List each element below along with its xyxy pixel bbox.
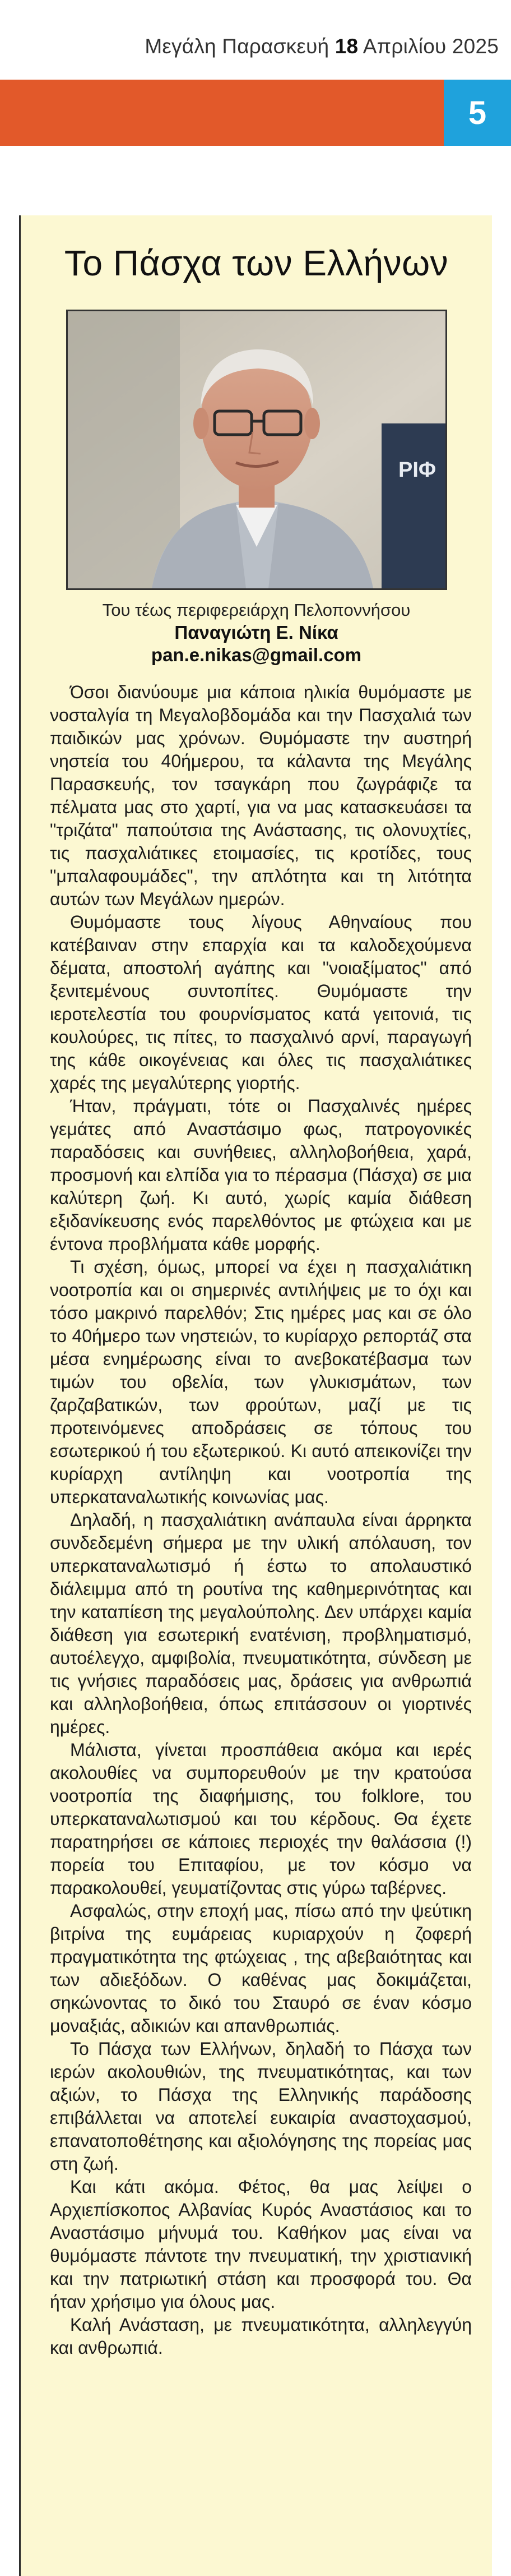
date-month-year: Απριλίου 2025 [363, 35, 499, 58]
page-header [0, 0, 511, 80]
article [19, 215, 492, 2576]
date-weekday: Μεγάλη Παρασκευή [145, 35, 329, 58]
article-body [21, 666, 492, 2360]
page-number-badge: 5 [444, 80, 511, 146]
article-paragraph: Μάλιστα, γίνεται προσπάθεια ακόμα και ιερές ακολουθίες να συμπορευθούν με την κρατούσα νοοτροπία της διαφήμισης, του folklore, του υπερκαταναλωτισμού και του κέρδους. Θα έχετε παρατηρήσει σε κάποιες περιοχές την θαλάσσια (!) πορεία του Επιταφίου, με τον κόσμο να παρακολουθεί, γευματίζοντας στις γύρω ταβέρνες. [50, 1740, 472, 1898]
article-paragraph: Δηλαδή, η πασχαλιάτικη ανάπαυλα είναι άρρηκτα συνδεδεμένη σήμερα με την υλική απόλαυση, τον υπερκαταναλωτισμό ή έστω το απολαυστικό διάλειμμα από τη ρουτίνα της καθημερινότητας και την καταπίεση της μεγαλούπολης. Δεν υπάρχει καμία διάθεση για εσωτερική ενατένιση, προβληματισμό, αυτοέλεγχο, αμφιβολία, πνευματικότητα, σύνδεση με τις γνήσιες παραδόσεις μας, δράσεις για ανθρωπιά και αλληλοβοήθεια, όπως επιτάσσουν οι γιορτινές ημέρες. [50, 1510, 472, 1737]
author-role: Του τέως περιφερειάρχη Πελοποννήσου [102, 600, 411, 620]
section-bar [0, 80, 511, 146]
article-paragraph: Ασφαλώς, στην εποχή μας, πίσω από την ψεύτικη βιτρίνα της ευμάρειας κυριαρχούν η ζοφερή πραγματικότητα της φτώχειας , της αβεβαιότητας και των αδιεξόδων. Ο καθένας μας δοκιμάζεται, σηκώνοντας το δικό του Σταυρό σε έναν κόσμο μοναξιάς, αδικιών και απανθρωπιάς. [50, 1901, 472, 2036]
author-caption [21, 599, 492, 666]
article-paragraph: Και κάτι ακόμα. Φέτος, θα μας λείψει ο Αρχιεπίσκοπος Αλβανίας Κυρός Αναστάσιος και το Αναστάσιμο μήνυμά του. Καθήκον μας είναι να θυμόμαστε πάντοτε την πνευματική, την χριστιανική και την πατριωτική στάση και προσφορά του. Θα ήταν χρήσιμο για όλους μας. [50, 2177, 472, 2312]
article-paragraph: Τι σχέση, όμως, μπορεί να έχει η πασχαλιάτικη νοοτροπία και οι σημερινές αντιλήψεις με το όχι και τόσο μακρινό παρελθόν; Στις ημέρες μας και σε όλο το 40ήμερο των νηστειών, το κυρίαρχο ρεπορτάζ στα μέσα ενημέρωσης είναι το ανεβοκατέβασμα των τιμών του οβελία, των γλυκισμάτων, των ζαρζαβατικών, των φρούτων, μαζί με τις προτεινόμενες αποδράσεις σε τόπους του εσωτερικού ή του εξωτερικού. Κι αυτό απεικονίζει την κυρίαρχη αντίληψη και νοοτροπία της υπερκαταναλωτικής κοινωνίας μας. [50, 1257, 472, 1507]
date-day: 18 [335, 35, 359, 58]
author-email: pan.e.nikas@gmail.com [151, 644, 362, 665]
article-paragraph: Όσοι διανύουμε μια κάποια ηλικία θυμόμαστε με νοσταλγία τη Μεγαλοβδομάδα και την Πασχαλιά των παιδικών μας χρόνων. Θυμόμαστε την αυστηρή νηστεία του 40ήμερου, τα κάλαντα της Μεγάλης Παρασκευής, τον τσαγκάρη που ζωγράφιζε τα πέλματα μας στο χαρτί, για να μας κατασκευάσει τα "τριζάτα" παπούτσια της Ανάστασης, τις ολονυχτίες, τις πασχαλιάτικες ετοιμασίες, τις κροτίδες, τους "μπαλαφουμάδες", την απλότητα και τη λιτότητα αυτών των Μεγάλων ημερών. [50, 682, 472, 909]
author-photo-frame [66, 310, 447, 590]
section-bar-stripe [0, 80, 444, 146]
article-paragraph: Το Πάσχα των Ελλήνων, δηλαδή το Πάσχα των ιερών ακολουθιών, της πνευματικότητας, και των αξιών, το Πάσχα της Ελληνικής παράδοσης επιβάλλεται να αποτελεί ευκαιρία αναστοχασμού, επανατοποθέτησης και αξιολόγησης της πορείας μας στη ζωή. [50, 2039, 472, 2174]
article-paragraph: Ήταν, πράγματι, τότε οι Πασχαλινές ημέρες γεμάτες από Αναστάσιμο φως, πατρογονικές παραδόσεις και συνήθειες, αλληλοβοήθεια, χαρά, προσμονή και ελπίδα για το πέρασμα (Πάσχα) σε μια καλύτερη ζωή. Κι αυτό, χωρίς καμία διάθεση εξιδανίκευσης ενός παρελθόντος με φτώχεια και με έντονα προβλήματα κάθε μορφής. [50, 1096, 472, 1254]
author-name: Παναγιώτη Ε. Νίκα [174, 622, 338, 643]
article-paragraph: Καλή Ανάσταση, με πνευματικότητα, αλληλεγγύη και ανθρωπιά. [50, 2315, 472, 2358]
photo-watermark: ΡΙΦ [398, 458, 436, 482]
article-title: Το Πάσχα των Ελλήνων [64, 243, 449, 283]
author-photo [68, 311, 445, 588]
article-paragraph: Θυμόμαστε τους λίγους Αθηναίους που κατέβαιναν στην επαρχία και τα καλοδεχούμενα δέματα, αποστολή αγάπης και "νοιαξίματος" από ξενιτεμένους συντοπίτες. Θυμόμαστε την ιεροτελεστία του φουρνίσματος κατά γειτονιά, τις κουλούρες, τις πίτες, το πασχαλινό αρνί, παραγωγή της κάθε οικογένειας και όλες τις πασχαλιάτικες χαρές της μεγαλύτερης γιορτής. [50, 912, 472, 1093]
issue-date [145, 35, 499, 58]
